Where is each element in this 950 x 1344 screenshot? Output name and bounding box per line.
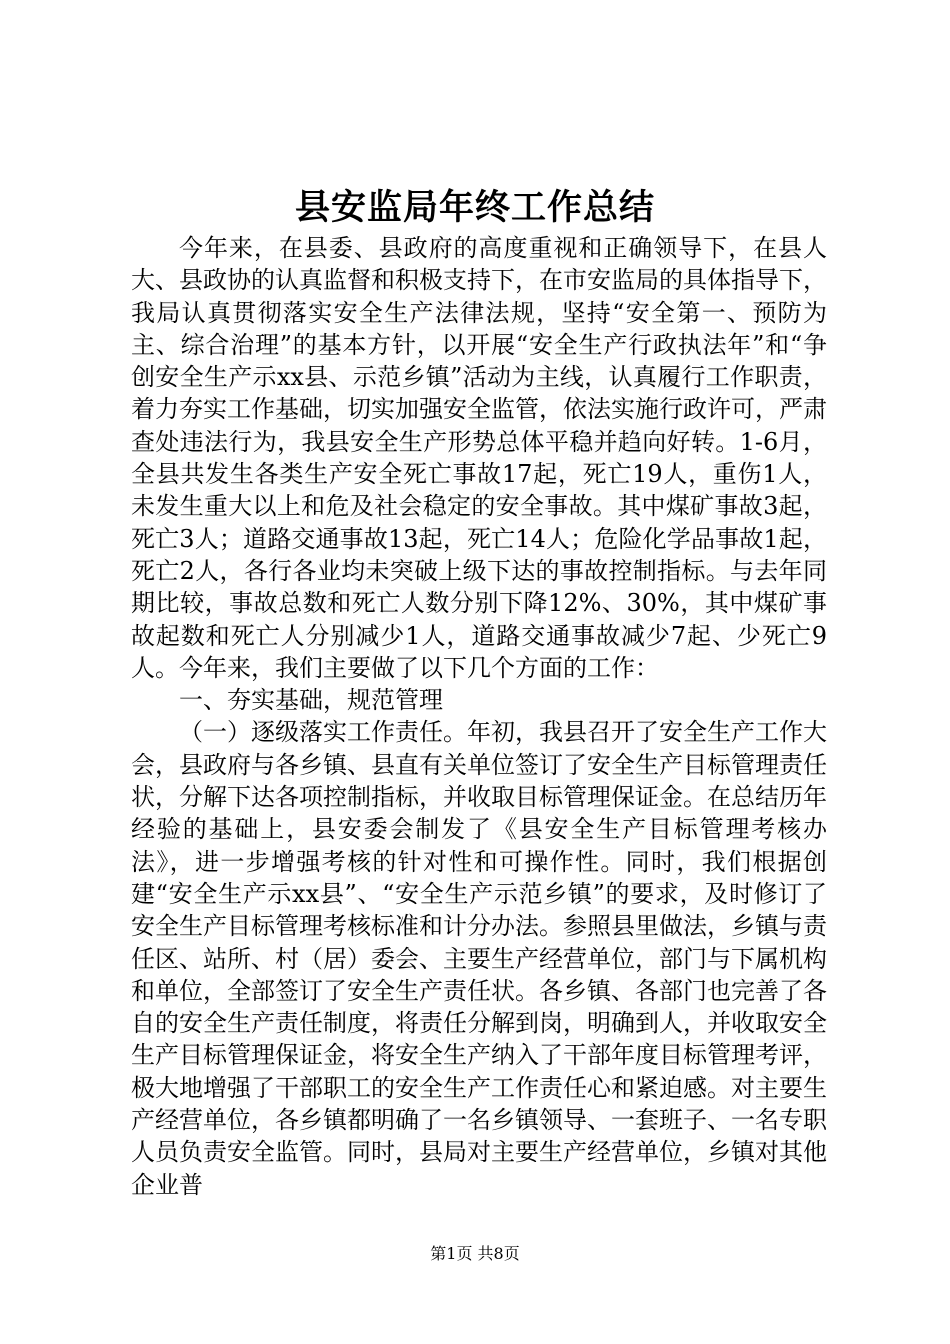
section-heading: 一、夯实基础，规范管理	[179, 686, 443, 715]
paragraph-subsection: （一）逐级落实工作责任。年初，我县召开了安全生产工作大会，县政府与各乡镇、县直有关单位签订了安全生产目标管理责任状，分解下达各项控制指标，并收取目标管理保证金。在总结历年经验的基础上，县安委会制发了《县安全生产目标管理考核办法》，进一步增强考核的针对性和可操作性。同时，我们根据创建“安全生产示xx县”、“安全生产示范乡镇”的要求，及时修订了安全生产目标管理考核标准和计分办法。参照县里做法，乡镇与责任区、站所、村（居）委会、主要生产经营单位，部门与下属机构和单位，全部签订了安全生产责任状。各乡镇、各部门也完善了各自的安全生产责任制度，将责任分解到岗，明确到人，并收取安全生产目标管理保证金，将安全生产纳入了干部年度目标管理考评，极大地增强了干部职工的安全生产工作责任心和紧迫感。对主要生产经营单位，各乡镇都明确了一名乡镇领导、一套班子、一名专职人员负责安全监管。同时，县局对主要生产经营单位，乡镇对其他企业普	[131, 718, 827, 1199]
paragraph-intro: 今年来，在县委、县政府的高度重视和正确领导下，在县人大、县政协的认真监督和积极支持下，在市安监局的具体指导下，我局认真贯彻落实安全生产法律法规，坚持“安全第一、预防为主、综合治理”的基本方针，以开展“安全生产行政执法年”和“争创安全生产示xx县、示范乡镇”活动为主线，认真履行工作职责，着力夯实工作基础，切实加强安全监管，依法实施行政许可，严肃查处违法行为，我县安全生产形势总体平稳并趋向好转。1-6月，全县共发生各类生产安全死亡事故17起，死亡19人，重伤1人，未发生重大以上和危及社会稳定的安全事故。其中煤矿事故3起，死亡3人；道路交通事故13起，死亡14人；危险化学品事故1起，死亡2人，各行各业均未突破上级下达的事故控制指标。与去年同期比较，事故总数和死亡人数分别下降12%、30%，其中煤矿事故起数和死亡人分别减少1人，道路交通事故减少7起、少死亡9人。今年来，我们主要做了以下几个方面的工作：	[131, 234, 827, 682]
document-title: 县安监局年终工作总结	[294, 187, 655, 228]
page-footer: 第1页 共8页	[430, 1244, 520, 1263]
document-body	[131, 232, 827, 1201]
